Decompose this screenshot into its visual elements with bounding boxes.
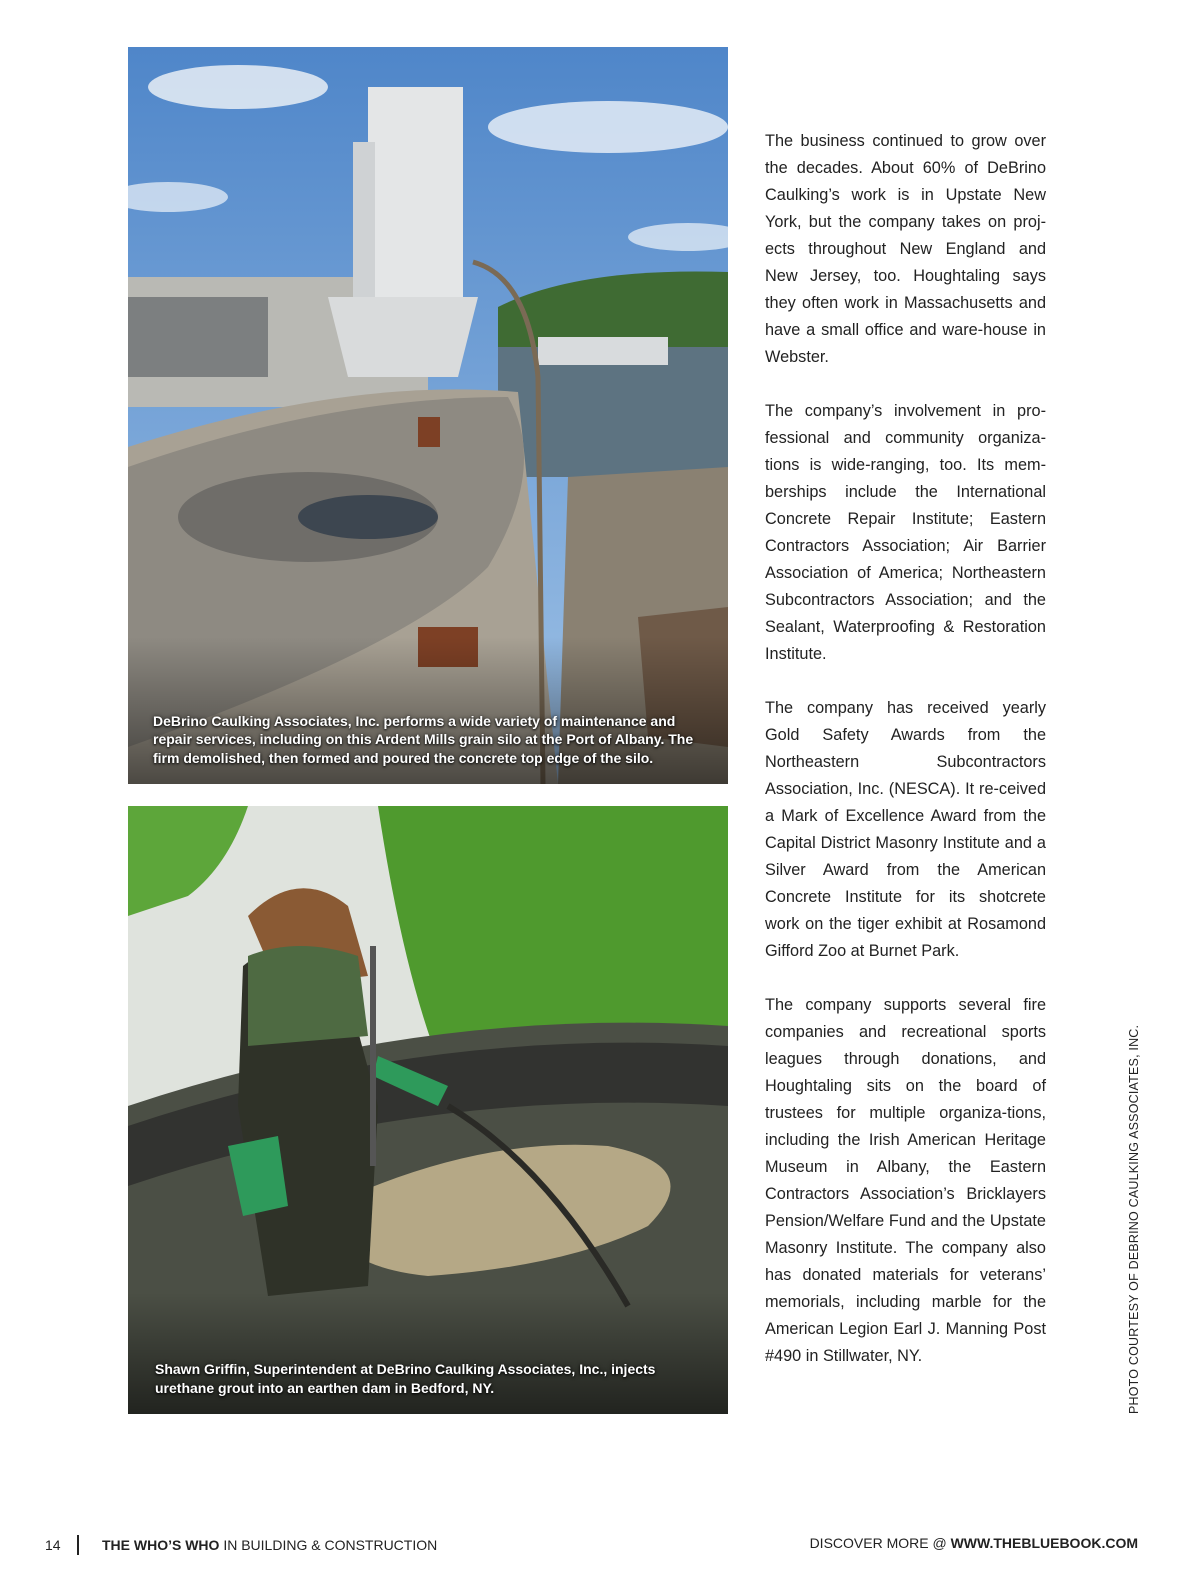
article-paragraph-2: The company’s involvement in pro-fessional and community organiza-tions is wide-ranging, too. Its mem-berships include the International Concrete Repair Institute; Eastern Contractors Association; Air Barrier Association of America; Northeastern Subcontractors Association; and the Sealant, Waterproofing & Restoration Institute. <box>765 402 1046 663</box>
dam-photo <box>128 806 728 1414</box>
footer-right <box>810 1535 1138 1551</box>
photo-credit: PHOTO COURTESY OF DEBRINO CAULKING ASSOCIATES, INC. <box>1127 1024 1141 1414</box>
silo-photo <box>128 47 728 784</box>
article-paragraph-3: The company has received yearly Gold Safety Awards from the Northeastern Subcontractors Association, Inc. (NESCA). It re-ceived a Mark of Excellence Award from the Capital District Masonry Institute and a Silver Award from the American Concrete Institute for its shotcrete work on the tiger exhibit at Rosamond Gifford Zoo at Burnet Park. <box>765 699 1046 960</box>
article-paragraph-1: The business continued to grow over the decades. About 60% of DeBrino Caulking’s work is in Upstate New York, but the company takes on proj-ects throughout New England and New Jersey, too. Houghtaling says they often work in Massachusetts and have a small office and ware-house in Webster. <box>765 132 1046 366</box>
article-column <box>765 128 1046 1397</box>
publication-title-rest: IN BUILDING & CONSTRUCTION <box>219 1537 438 1553</box>
website-link[interactable]: WWW.THEBLUEBOOK.COM <box>950 1535 1138 1551</box>
publication-title-bold: THE WHO’S WHO <box>102 1537 220 1553</box>
discover-label: DISCOVER MORE @ <box>809 1535 951 1551</box>
article-paragraph-4: The company supports several fire companies and recreational sports leagues through donations, and Houghtaling sits on the board of trustees for multiple organiza-tions, including the Irish American Heritage Museum in Albany, the Eastern Contractors Association’s Bricklayers Pension/Welfare Fund and the Upstate Masonry Institute. The company also has donated materials for veterans’ memorials, including marble for the American Legion Earl J. Manning Post #490 in Stillwater, NY. <box>765 996 1046 1365</box>
page-number: 14 <box>45 1537 61 1553</box>
publication-title <box>102 1537 437 1553</box>
footer-left <box>45 1535 437 1555</box>
footer-divider <box>77 1535 79 1555</box>
silo-photo-image <box>128 47 728 784</box>
silo-photo-caption: DeBrino Caulking Associates, Inc. performs a wide variety of maintenance and repair services, including on this Ardent Mills grain silo at the Port of Albany. The firm demolished, then formed and poured the concrete top edge of the silo. <box>153 712 694 766</box>
dam-photo-caption: Shawn Griffin, Superintendent at DeBrino Caulking Associates, Inc., injects urethane grout into an earthen dam in Bedford, NY. <box>155 1361 656 1396</box>
dam-photo-image <box>128 806 728 1414</box>
